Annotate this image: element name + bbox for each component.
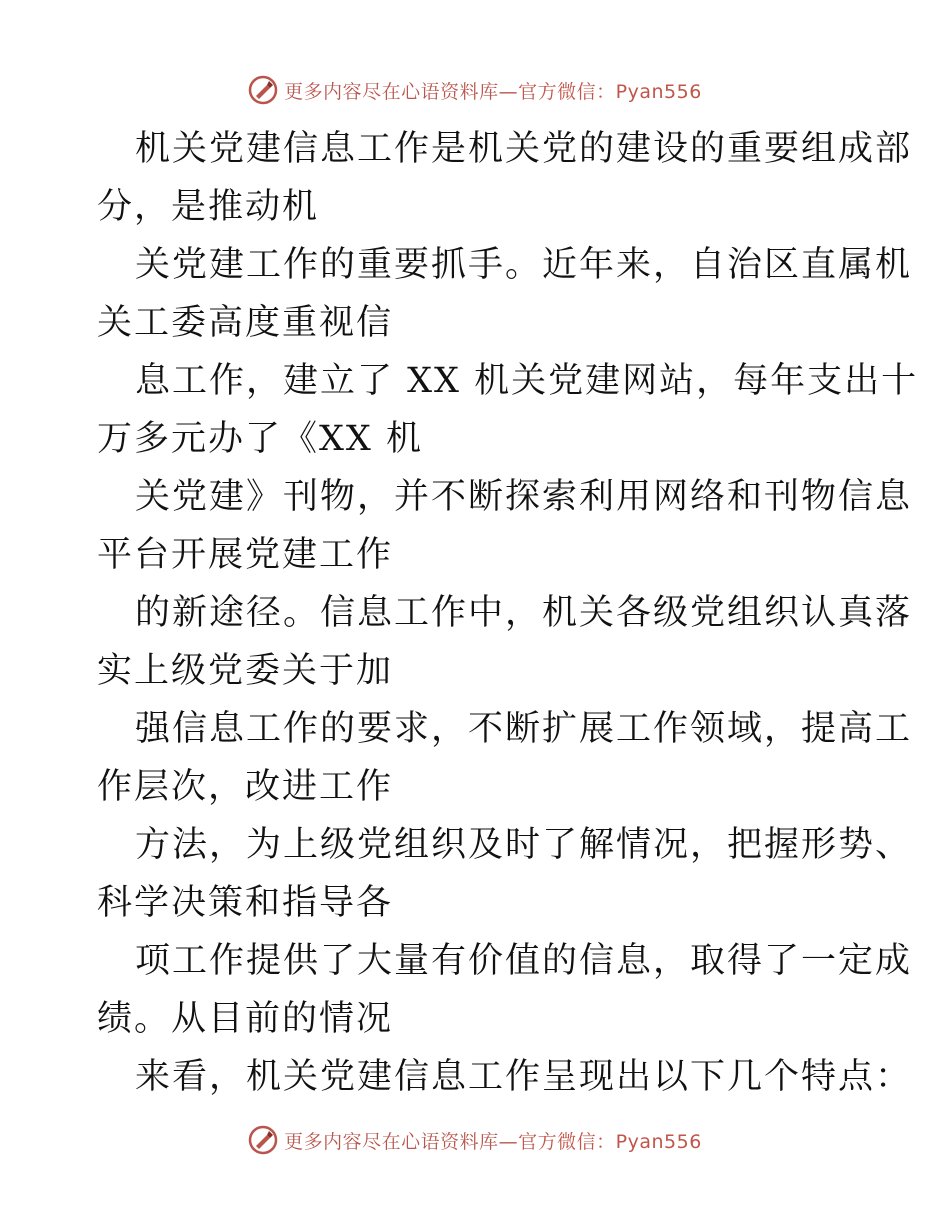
text-line: 平台开展党建工作 <box>97 535 394 575</box>
document-body <box>97 120 919 1106</box>
text-line: 来看，机关党建信息工作呈现出以下几个特点： <box>135 1057 913 1097</box>
header-banner <box>0 70 950 110</box>
text-line: 分，是推动机 <box>97 187 320 227</box>
footer-banner-wechat: 官方微信：Pyan556 <box>518 1130 702 1153</box>
text-line: 万多元办了《XX 机 <box>97 419 423 459</box>
pen-logo-icon <box>248 1125 278 1155</box>
text-line: 息工作，建立了 XX 机关党建网站，每年支出十 <box>135 361 919 401</box>
text-line: 方法，为上级党组织及时了解情况，把握形势、 <box>135 825 913 865</box>
text-line: 关党建工作的重要抓手。近年来，自治区直属机 <box>135 245 913 285</box>
text-line: 实上级党委关于加 <box>97 651 394 691</box>
header-banner-wechat: 官方微信：Pyan556 <box>518 80 702 103</box>
header-banner-text: 更多内容尽在心语资料库— <box>284 80 519 103</box>
text-line: 机关党建信息工作是机关党的建设的重要组成部 <box>135 129 913 169</box>
pen-logo-icon <box>248 75 278 105</box>
footer-banner-text: 更多内容尽在心语资料库— <box>284 1130 519 1153</box>
text-line: 强信息工作的要求，不断扩展工作领域，提高工 <box>135 709 913 749</box>
text-line: 的新途径。信息工作中，机关各级党组织认真落 <box>135 593 913 633</box>
text-line: 关党建》刊物，并不断探索利用网络和刊物信息 <box>135 477 913 517</box>
footer-banner <box>0 1120 950 1160</box>
text-line: 科学决策和指导各 <box>97 883 394 923</box>
text-line: 关工委高度重视信 <box>97 303 394 343</box>
text-line: 绩。从目前的情况 <box>97 999 394 1039</box>
text-line: 项工作提供了大量有价值的信息，取得了一定成 <box>135 941 913 981</box>
text-line: 作层次，改进工作 <box>97 767 394 807</box>
